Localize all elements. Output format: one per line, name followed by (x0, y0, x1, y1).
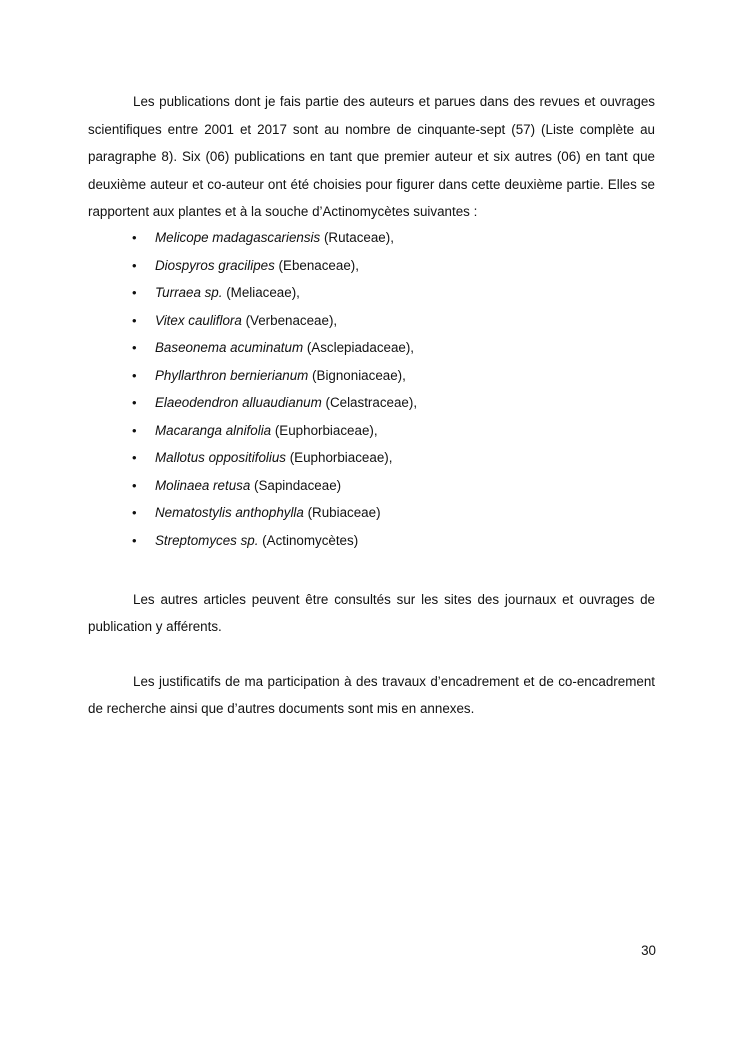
list-item (132, 444, 612, 472)
bullet-icon: • (132, 230, 137, 245)
bullet-icon: • (132, 477, 137, 493)
species-family: (Sapindaceae) (250, 477, 342, 493)
list-item (132, 334, 612, 362)
page-number: 30 (641, 943, 656, 958)
list-item (132, 307, 612, 335)
articles-paragraph: Les autres articles peuvent être consultés sur les sites des journaux et ouvrages de publication y afférents. (88, 592, 655, 635)
species-family: (Ebenaceae), (274, 257, 359, 273)
species-family: (Euphorbiaceae), (286, 450, 393, 465)
species-name: Vitex cauliflora (155, 312, 242, 328)
bullet-icon: • (132, 505, 137, 520)
species-family: (Rutaceae), (320, 230, 394, 245)
species-family: (Meliaceae), (222, 285, 300, 300)
list-item (132, 279, 612, 307)
species-family: (Asclepiadaceae), (303, 340, 415, 355)
species-name: Mallotus oppositifolius (155, 450, 286, 465)
species-family: (Bignoniaceae), (308, 367, 406, 383)
list-item (132, 499, 612, 527)
species-name: Elaeodendron alluaudianum (155, 395, 322, 410)
bullet-icon: • (132, 257, 137, 273)
bullet-icon: • (132, 532, 137, 548)
list-item (132, 472, 612, 500)
bullet-icon: • (132, 340, 137, 355)
species-name: Baseonema acuminatum (155, 340, 304, 355)
intro-paragraph: Les publications dont je fais partie des auteurs et parues dans des revues et ouvrages scientifiques entre 2001 et 2017 sont au nombre de cinquante-sept (57) (Liste complète au paragraphe 8). Six (06) publications en tant que premier auteur et six autres (06) en tant que deuxième auteur et co-auteur ont été choisies pour figurer dans cette deuxième partie. Elles se rapportent aux plantes et à la souche d’Actinomycètes suivantes : (88, 94, 655, 220)
species-name: Macaranga alnifolia (155, 422, 272, 438)
list-item (132, 224, 612, 252)
bullet-icon: • (132, 395, 137, 410)
bullet-icon: • (132, 367, 137, 383)
species-family: (Euphorbiaceae), (271, 422, 378, 438)
species-name: Streptomyces sp. (155, 532, 259, 548)
bullet-icon: • (132, 422, 137, 438)
species-name: Molinaea retusa (155, 477, 251, 493)
species-name: Nematostylis anthophylla (155, 505, 304, 520)
list-item (132, 389, 612, 417)
list-item (132, 252, 612, 280)
list-item (132, 417, 612, 445)
species-family: (Celastraceae), (321, 395, 418, 410)
species-family: (Verbenaceae), (241, 312, 338, 328)
species-family: (Rubiaceae) (303, 505, 381, 520)
bullet-icon: • (132, 450, 137, 465)
species-name: Diospyros gracilipes (155, 257, 275, 273)
bullet-icon: • (132, 312, 137, 328)
annexes-paragraph: Les justificatifs de ma participation à des travaux d’encadrement et de co-encadrement de recherche ainsi que d’autres documents sont mis en annexes. (88, 674, 655, 717)
bullet-icon: • (132, 285, 137, 300)
list-item (132, 362, 612, 390)
species-name: Phyllarthron bernierianum (155, 367, 309, 383)
species-name: Melicope madagascariensis (155, 230, 321, 245)
species-list (132, 224, 612, 554)
species-name: Turraea sp. (155, 285, 223, 300)
list-item (132, 527, 612, 555)
species-family: (Actinomycètes) (258, 532, 359, 548)
